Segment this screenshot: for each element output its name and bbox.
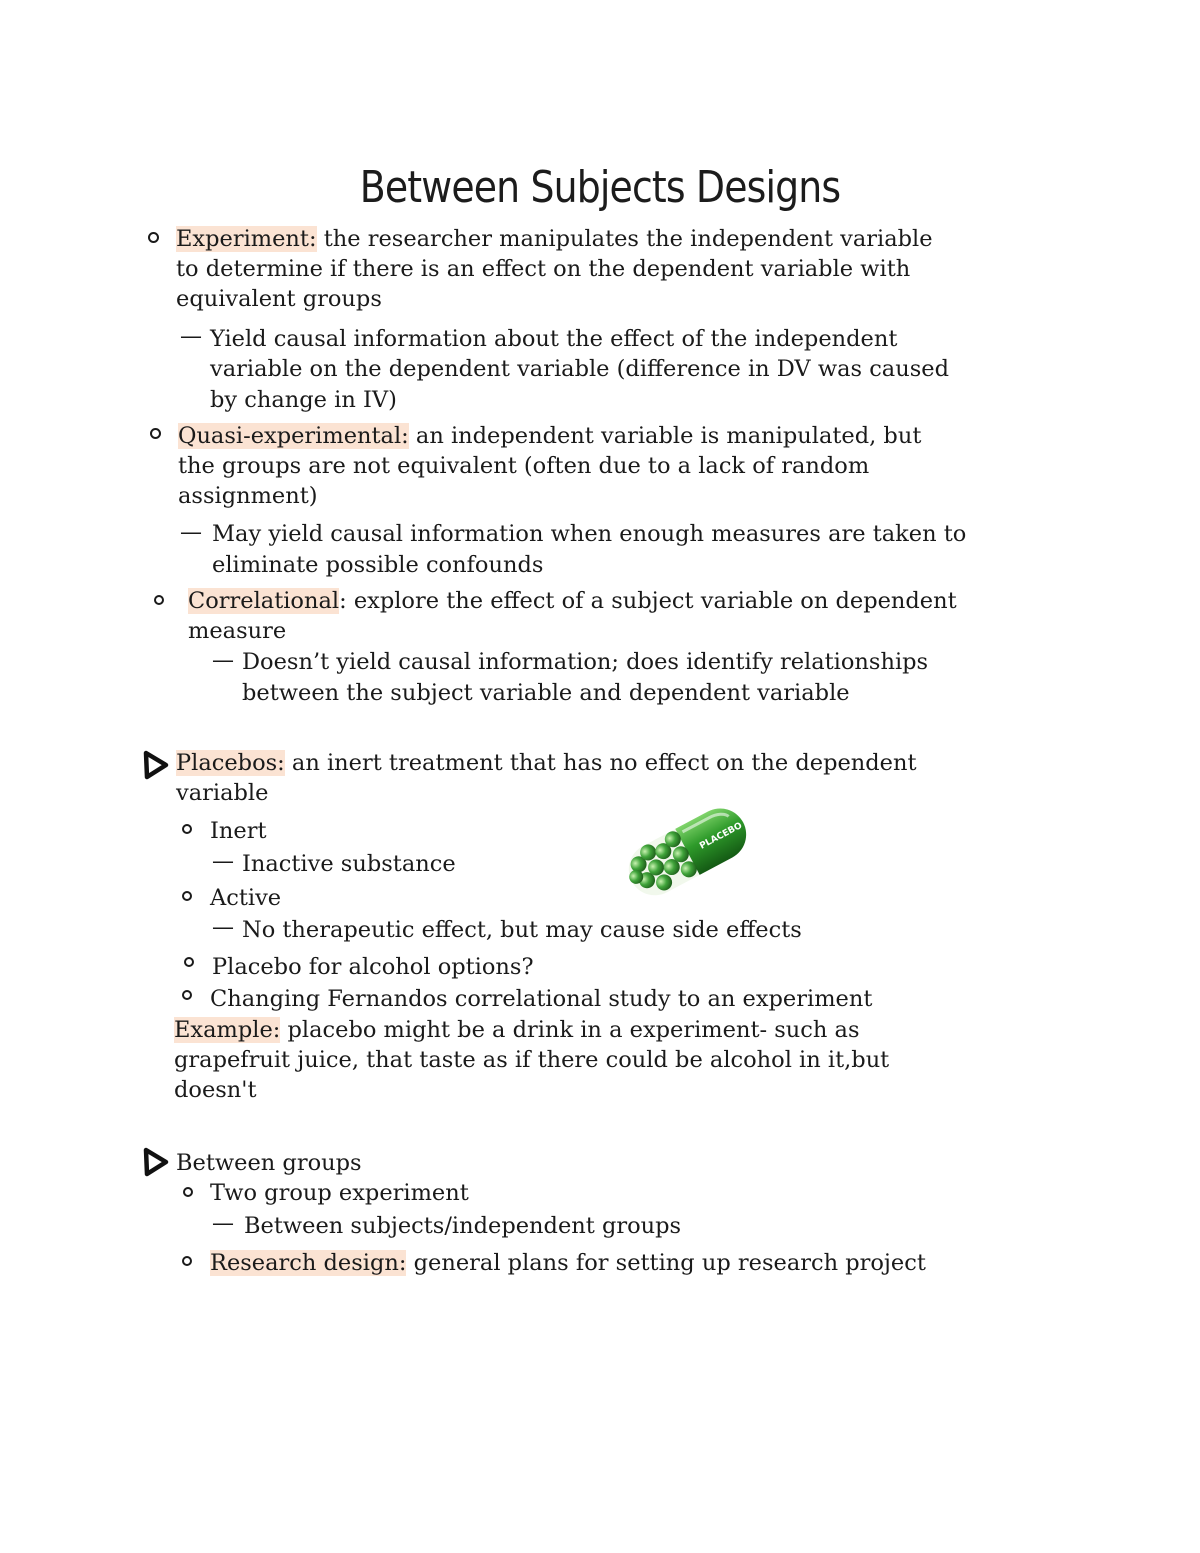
inert-item: Inert — [210, 818, 267, 844]
experiment-line-1: Experiment: the researcher manipulates the independent variable — [176, 226, 933, 252]
correlational-term: Correlational — [188, 588, 340, 614]
example-line-2: grapefruit juice, that taste as if there could be alcohol in it,but — [174, 1047, 890, 1073]
correlational-line-1: Correlational: explore the effect of a subject variable on dependent — [188, 588, 957, 614]
inert-sub-item: Inactive substance — [242, 851, 456, 877]
circle-bullet-icon — [182, 824, 192, 834]
between-groups-heading: Between groups — [176, 1150, 362, 1176]
dash-bullet-icon: — — [212, 849, 234, 874]
circle-bullet-icon — [183, 1187, 193, 1197]
correlational-sub-line-1: Doesn’t yield causal information; does identify relationships — [242, 649, 929, 675]
circle-bullet-icon — [182, 891, 192, 901]
active-item: Active — [210, 885, 282, 911]
triangle-bullet-icon — [142, 750, 170, 780]
triangle-bullet-icon — [142, 1147, 170, 1177]
experiment-sub-line-2: variable on the dependent variable (difference in DV was caused — [210, 356, 949, 382]
example-term: Example: — [174, 1017, 281, 1043]
circle-bullet-icon — [184, 957, 194, 967]
placebos-line-2: variable — [176, 780, 269, 806]
active-sub-item: No therapeutic effect, but may cause side effects — [242, 917, 802, 943]
research-design-term: Research design: — [210, 1250, 407, 1276]
changing-item: Changing Fernandos correlational study to an experiment — [210, 986, 873, 1012]
research-design-item: Research design: general plans for setting up research project — [210, 1250, 926, 1276]
two-group-item: Two group experiment — [210, 1180, 469, 1206]
quasi-term: Quasi-experimental: — [178, 423, 409, 449]
circle-bullet-icon — [182, 1256, 192, 1266]
page-title: Between Subjects Designs — [359, 162, 841, 213]
quasi-line-1: Quasi-experimental: an independent variable is manipulated, but — [178, 423, 922, 449]
experiment-term: Experiment: — [176, 226, 317, 252]
experiment-sub-line-1: Yield causal information about the effect of the independent — [210, 326, 898, 352]
placebos-term: Placebos: — [176, 750, 285, 776]
experiment-sub-line-3: by change in IV) — [210, 387, 397, 413]
quasi-sub-line-2: eliminate possible confounds — [212, 552, 544, 578]
quasi-sub-line-1: May yield causal information when enough measures are taken to — [212, 521, 967, 547]
pill-label: PLACEBO — [698, 820, 744, 852]
alcohol-item: Placebo for alcohol options? — [212, 954, 534, 980]
placebo-pill-image — [612, 796, 762, 906]
correlational-sub-line-2: between the subject variable and dependent variable — [242, 680, 850, 706]
example-line-1: Example: placebo might be a drink in a experiment- such as — [174, 1017, 860, 1043]
circle-bullet-icon — [154, 595, 164, 605]
circle-bullet-icon — [182, 990, 192, 1000]
dash-bullet-icon: — — [180, 520, 202, 545]
quasi-line-2: the groups are not equivalent (often due to a lack of random — [178, 453, 870, 479]
correlational-line-2: measure — [188, 618, 287, 644]
dash-bullet-icon: — — [212, 915, 234, 940]
dash-bullet-icon: — — [180, 324, 202, 349]
quasi-line-3: assignment) — [178, 483, 318, 509]
experiment-line-2: to determine if there is an effect on the dependent variable with — [176, 256, 911, 282]
dash-bullet-icon: — — [212, 648, 234, 673]
circle-bullet-icon — [148, 232, 159, 243]
example-line-3: doesn't — [174, 1077, 257, 1103]
two-group-sub-item: Between subjects/independent groups — [244, 1213, 682, 1239]
dash-bullet-icon: — — [212, 1211, 234, 1236]
placebos-line-1: Placebos: an inert treatment that has no effect on the dependent — [176, 750, 917, 776]
circle-bullet-icon — [150, 428, 161, 439]
experiment-line-3: equivalent groups — [176, 286, 382, 312]
